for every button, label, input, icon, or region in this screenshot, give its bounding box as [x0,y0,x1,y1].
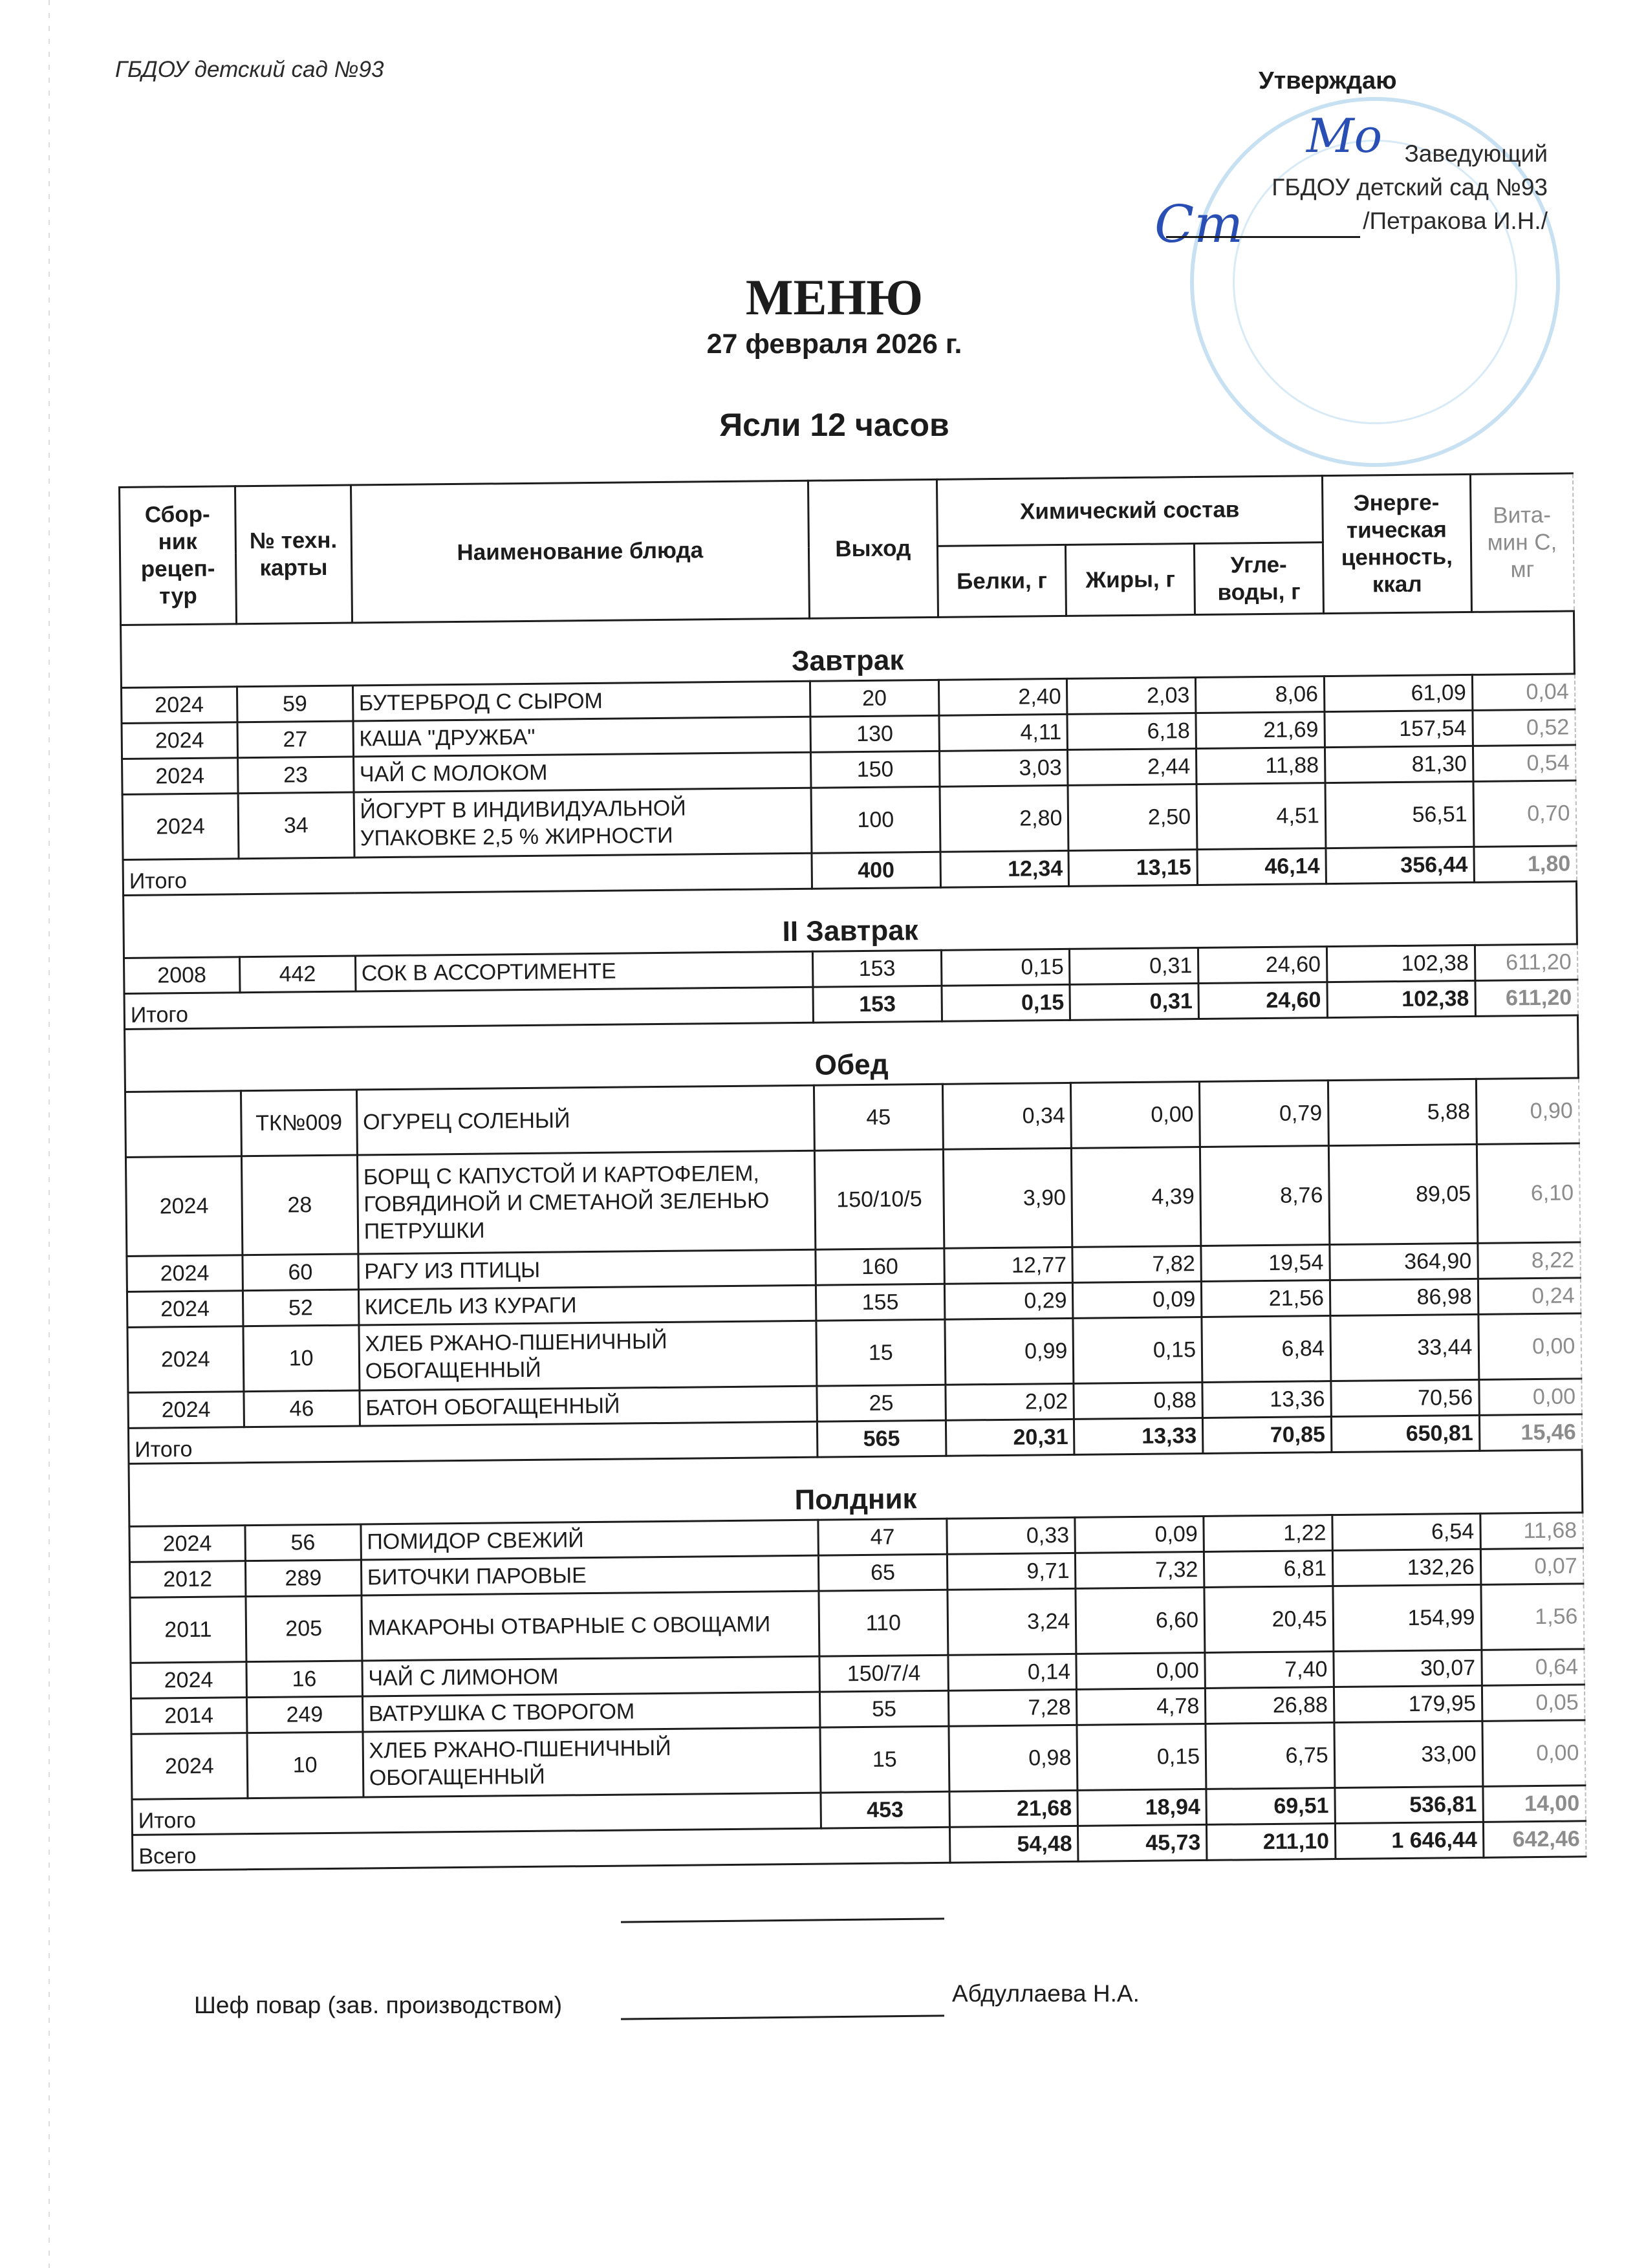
output-cell: 160 [816,1248,944,1285]
collection-cell: 2012 [129,1561,245,1598]
page-title: МЕНЮ [745,269,924,325]
output-cell: 130 [810,715,939,752]
proteins-cell: 3,90 [943,1148,1072,1248]
dish-name-cell: МАКАРОНЫ ОТВАРНЫЕ С ОВОЩАМИ [362,1591,819,1661]
vitamin-cell: 0,70 [1473,781,1576,847]
signature-line [1166,208,1360,238]
header-energy: Энерге-тическая ценность, ккал [1322,474,1471,613]
carbs-cell: 19,54 [1201,1245,1330,1282]
dish-name-cell: БОРЩ С КАПУСТОЙ И КАРТОФЕЛЕМ, ГОВЯДИНОЙ И СМЕТАНОЙ ЗЕЛЕНЬЮ ПЕТРУШКИ [357,1150,816,1254]
output-cell: 25 [817,1385,946,1421]
carbs-cell: 21,69 [1196,712,1325,749]
total-energy: 650,81 [1331,1415,1479,1452]
signature-icon: Ст [1154,194,1244,254]
fats-cell: 2,44 [1068,749,1196,786]
total-proteins: 0,15 [942,984,1070,1021]
carbs-cell: 6,84 [1202,1316,1331,1383]
energy-cell: 5,88 [1328,1079,1477,1145]
output-cell: 110 [819,1590,948,1656]
energy-cell: 179,95 [1334,1685,1482,1722]
total-vitamin: 15,46 [1479,1414,1582,1451]
dish-name-cell: СОК В АССОРТИМЕНТЕ [355,951,813,991]
collection-cell: 2014 [131,1698,246,1734]
dish-name-cell: ХЛЕБ РЖАНО-ПШЕНИЧНЫЙ ОБОГАЩЕННЫЙ [363,1727,821,1797]
energy-cell: 89,05 [1328,1144,1477,1244]
energy-cell: 6,54 [1332,1513,1480,1550]
carbs-cell: 20,45 [1204,1586,1334,1653]
card-no-cell: 27 [237,721,353,758]
vitamin-cell: 6,10 [1477,1143,1580,1244]
total-fats: 0,31 [1070,984,1198,1021]
card-no-cell: 60 [243,1254,358,1291]
dish-name-cell: ХЛЕБ РЖАНО-ПШЕНИЧНЫЙ ОБОГАЩЕННЫЙ [359,1321,817,1390]
carbs-cell: 0,79 [1200,1081,1329,1147]
fats-cell: 7,32 [1076,1551,1204,1588]
card-no-cell: 52 [243,1290,358,1326]
card-no-cell: 249 [246,1696,362,1733]
dish-name-cell: ЧАЙ С ЛИМОНОМ [362,1656,820,1696]
collection-cell: 2024 [127,1255,243,1292]
dish-name-cell: КИСЕЛЬ ИЗ КУРАГИ [358,1285,816,1325]
vitamin-cell: 0,05 [1482,1685,1585,1722]
vitamin-cell: 611,20 [1475,944,1577,981]
dish-name-cell: ПОМИДОР СВЕЖИЙ [361,1520,819,1560]
grand-total-vitamin: 642,46 [1483,1821,1586,1858]
carbs-cell: 8,06 [1196,676,1325,713]
proteins-cell: 0,15 [941,949,1070,986]
carbs-cell: 6,75 [1206,1723,1335,1789]
energy-cell: 61,09 [1324,675,1472,711]
energy-cell: 102,38 [1326,945,1475,982]
total-vitamin: 611,20 [1475,980,1578,1017]
dish-name-cell: ОГУРЕЦ СОЛЕНЫЙ [356,1085,814,1155]
fats-cell: 2,03 [1067,678,1196,715]
dish-name-cell: ВАТРУШКА С ТВОРОГОМ [362,1692,820,1732]
fats-cell: 4,78 [1077,1688,1206,1725]
total-vitamin: 1,80 [1474,846,1577,883]
card-no-cell: 442 [239,956,355,993]
vitamin-cell: 11,68 [1480,1513,1583,1550]
approver-name: /Петракова И.Н./ [1363,208,1548,234]
carbs-cell: 24,60 [1198,947,1327,984]
output-cell: 150/10/5 [814,1149,944,1249]
energy-cell: 33,44 [1330,1314,1479,1381]
collection-cell: 2024 [128,1392,244,1429]
vitamin-cell: 0,04 [1472,674,1575,711]
collection-cell: 2024 [122,722,237,759]
fats-cell: 2,50 [1068,784,1197,851]
collection-cell: 2024 [131,1662,246,1699]
grand-total-energy: 1 646,44 [1335,1822,1483,1859]
collection-cell: 2024 [127,1291,243,1328]
energy-cell: 86,98 [1330,1279,1478,1315]
section-title: Обед [125,1015,1579,1092]
proteins-cell: 4,11 [939,714,1068,751]
proteins-cell: 2,02 [946,1383,1074,1420]
energy-cell: 30,07 [1334,1650,1482,1687]
collection-cell: 2024 [121,687,237,724]
header-dish-name: Наименование блюда [351,481,809,623]
header-output: Выход [808,479,938,618]
proteins-cell: 0,29 [944,1282,1073,1319]
total-fats: 13,33 [1074,1418,1203,1454]
header-vitamin: Вита-мин С, мг [1470,473,1574,612]
total-carbs: 69,51 [1206,1788,1335,1825]
collection-cell: 2024 [122,758,238,795]
grand-total-carbs: 211,10 [1207,1824,1336,1861]
total-output: 153 [813,986,942,1022]
total-carbs: 46,14 [1197,848,1326,885]
approve-label: Утверждаю [1259,67,1397,94]
total-label: Итого [132,1793,821,1835]
energy-cell: 56,51 [1325,781,1474,848]
approver-org: ГБДОУ детский сад №93 [1272,174,1548,200]
proteins-cell: 2,80 [940,785,1069,852]
carbs-cell: 1,22 [1204,1515,1332,1552]
vitamin-cell: 0,00 [1482,1720,1585,1787]
chef-label: Шеф повар (зав. производством) [194,1992,563,2018]
energy-cell: 33,00 [1334,1721,1483,1787]
output-cell: 15 [816,1319,946,1386]
output-cell: 155 [816,1284,944,1321]
card-no-cell: 23 [237,757,353,794]
total-output: 400 [812,852,940,889]
section-title: Полдник [129,1450,1583,1527]
proteins-cell: 9,71 [947,1553,1076,1590]
total-carbs: 70,85 [1203,1417,1332,1454]
carbs-cell: 11,88 [1196,748,1325,784]
card-no-cell: 205 [246,1595,362,1662]
output-cell: 100 [811,786,940,853]
total-output: 565 [817,1420,946,1457]
carbs-cell: 4,51 [1196,783,1326,850]
collection-cell [125,1091,241,1158]
approver-position: Заведующий [1404,140,1548,167]
chef-signature-line [621,2014,944,2020]
signature-line [621,1917,944,1923]
energy-cell: 154,99 [1333,1584,1482,1651]
fats-cell: 0,15 [1077,1723,1206,1790]
dish-name-cell: КАША "ДРУЖБА" [353,717,811,757]
proteins-cell: 0,98 [949,1725,1078,1791]
total-label: Итого [123,853,812,895]
proteins-cell: 0,34 [942,1083,1072,1149]
vitamin-cell: 0,64 [1481,1649,1584,1686]
vitamin-cell: 0,90 [1476,1078,1579,1145]
card-no-cell: 59 [237,686,352,722]
carbs-cell: 21,56 [1202,1280,1330,1317]
card-no-cell: 16 [246,1661,362,1698]
carbs-cell: 7,40 [1205,1652,1334,1689]
vitamin-cell: 0,54 [1473,745,1575,782]
dish-name-cell: БИТОЧКИ ПАРОВЫЕ [361,1555,819,1595]
fats-cell: 0,31 [1070,948,1198,985]
fats-cell: 0,09 [1073,1281,1202,1318]
vitamin-cell: 0,00 [1478,1313,1581,1380]
proteins-cell: 3,03 [939,750,1068,786]
fats-cell: 0,09 [1075,1516,1204,1553]
grand-total-label: Всего [133,1827,950,1870]
energy-cell: 157,54 [1325,710,1473,747]
menu-body [121,611,1586,1870]
total-energy: 102,38 [1327,980,1475,1017]
header-chemical: Химический состав [937,476,1323,546]
menu-date: 27 февраля 2026 г. [706,329,962,360]
header-carbs: Угле-воды, г [1195,543,1324,615]
carbs-cell: 6,81 [1204,1551,1333,1588]
output-cell: 47 [818,1518,947,1555]
signature-icon: Мо [1306,109,1383,163]
proteins-cell: 0,33 [947,1517,1076,1554]
output-cell: 45 [814,1084,943,1150]
header-card-no: № техн. карты [235,485,352,624]
vitamin-cell: 8,22 [1477,1242,1580,1279]
vitamin-cell: 1,56 [1480,1584,1583,1650]
total-energy: 356,44 [1326,847,1474,883]
vitamin-cell: 0,52 [1473,709,1575,746]
dish-name-cell: ЙОГУРТ В ИНДИВИДУАЛЬНОЙ УПАКОВКЕ 2,5 % ЖИРНОСТИ [354,788,812,858]
header-proteins: Белки, г [937,545,1067,617]
card-no-cell: ТК№009 [241,1090,357,1156]
card-no-cell: 56 [245,1524,361,1561]
fats-cell: 0,88 [1074,1382,1202,1419]
output-cell: 150/7/4 [819,1655,948,1692]
fats-cell: 0,00 [1071,1081,1200,1148]
dish-name-cell: РАГУ ИЗ ПТИЦЫ [358,1249,816,1290]
vitamin-cell: 0,24 [1478,1278,1581,1315]
energy-cell: 81,30 [1325,746,1473,783]
collection-cell: 2024 [127,1326,244,1393]
card-no-cell: 46 [244,1390,360,1427]
group-name: Ясли 12 часов [719,407,949,443]
fats-cell: 7,82 [1072,1246,1201,1282]
energy-cell: 364,90 [1330,1243,1478,1280]
collection-cell: 2024 [131,1733,248,1800]
output-cell: 55 [819,1690,948,1727]
output-cell: 15 [820,1726,949,1793]
collection-cell: 2008 [124,957,240,994]
header-fats: Жиры, г [1066,544,1195,616]
card-no-cell: 289 [245,1560,361,1597]
carbs-cell: 26,88 [1206,1687,1334,1724]
section-title: II Завтрак [124,881,1577,958]
dish-name-cell: БУТЕРБРОД С СЫРОМ [352,681,810,721]
total-label: Итого [128,1421,817,1463]
card-no-cell: 34 [238,792,354,859]
vitamin-cell: 0,07 [1480,1548,1583,1585]
collection-cell: 2024 [129,1526,245,1562]
fats-cell: 0,00 [1076,1652,1205,1689]
card-no-cell: 28 [241,1155,358,1255]
carbs-cell: 13,36 [1202,1381,1331,1418]
total-vitamin: 14,00 [1482,1786,1585,1822]
total-proteins: 20,31 [946,1419,1074,1456]
proteins-cell: 7,28 [948,1689,1077,1726]
total-fats: 13,15 [1068,850,1197,887]
grand-total-fats: 45,73 [1078,1824,1207,1861]
chef-name: Абдуллаева Н.А. [952,1980,1140,2007]
fats-cell: 4,39 [1072,1147,1201,1247]
menu-table [118,472,1586,1871]
table-row [125,1143,1579,1257]
output-cell: 150 [810,751,939,788]
carbs-cell: 8,76 [1200,1146,1330,1246]
collection-cell: 2024 [122,794,239,860]
total-proteins: 12,34 [940,850,1069,887]
total-label: Итого [124,987,813,1029]
card-no-cell: 10 [243,1325,360,1392]
output-cell: 153 [812,950,941,987]
card-no-cell: 10 [247,1732,363,1798]
fats-cell: 0,15 [1073,1317,1202,1383]
output-cell: 65 [818,1554,947,1591]
header-collection: Сбор-ник рецеп-тур [120,486,237,625]
collection-cell: 2024 [125,1156,242,1257]
proteins-cell: 12,77 [944,1247,1073,1284]
collection-cell: 2011 [130,1597,246,1663]
dish-name-cell: БАТОН ОБОГАЩЕННЫЙ [360,1386,817,1426]
total-output: 453 [821,1791,949,1828]
section-title: Завтрак [121,611,1575,688]
grand-total-proteins: 54,48 [949,1826,1078,1863]
approval-block [1166,137,1548,238]
total-carbs: 24,60 [1198,982,1327,1019]
proteins-cell: 2,40 [938,678,1067,715]
proteins-cell: 0,99 [945,1318,1074,1385]
total-fats: 18,94 [1077,1789,1206,1826]
proteins-cell: 3,24 [947,1588,1077,1655]
proteins-cell: 0,14 [948,1654,1077,1690]
dish-name-cell: ЧАЙ С МОЛОКОМ [353,752,811,792]
total-proteins: 21,68 [949,1790,1078,1827]
output-cell: 20 [810,680,938,717]
fats-cell: 6,60 [1076,1587,1205,1654]
total-energy: 536,81 [1335,1786,1483,1823]
vitamin-cell: 0,00 [1478,1379,1581,1416]
organization-name: ГБДОУ детский сад №93 [115,57,384,82]
energy-cell: 132,26 [1332,1549,1480,1586]
fats-cell: 6,18 [1067,713,1196,750]
energy-cell: 70,56 [1331,1379,1479,1416]
